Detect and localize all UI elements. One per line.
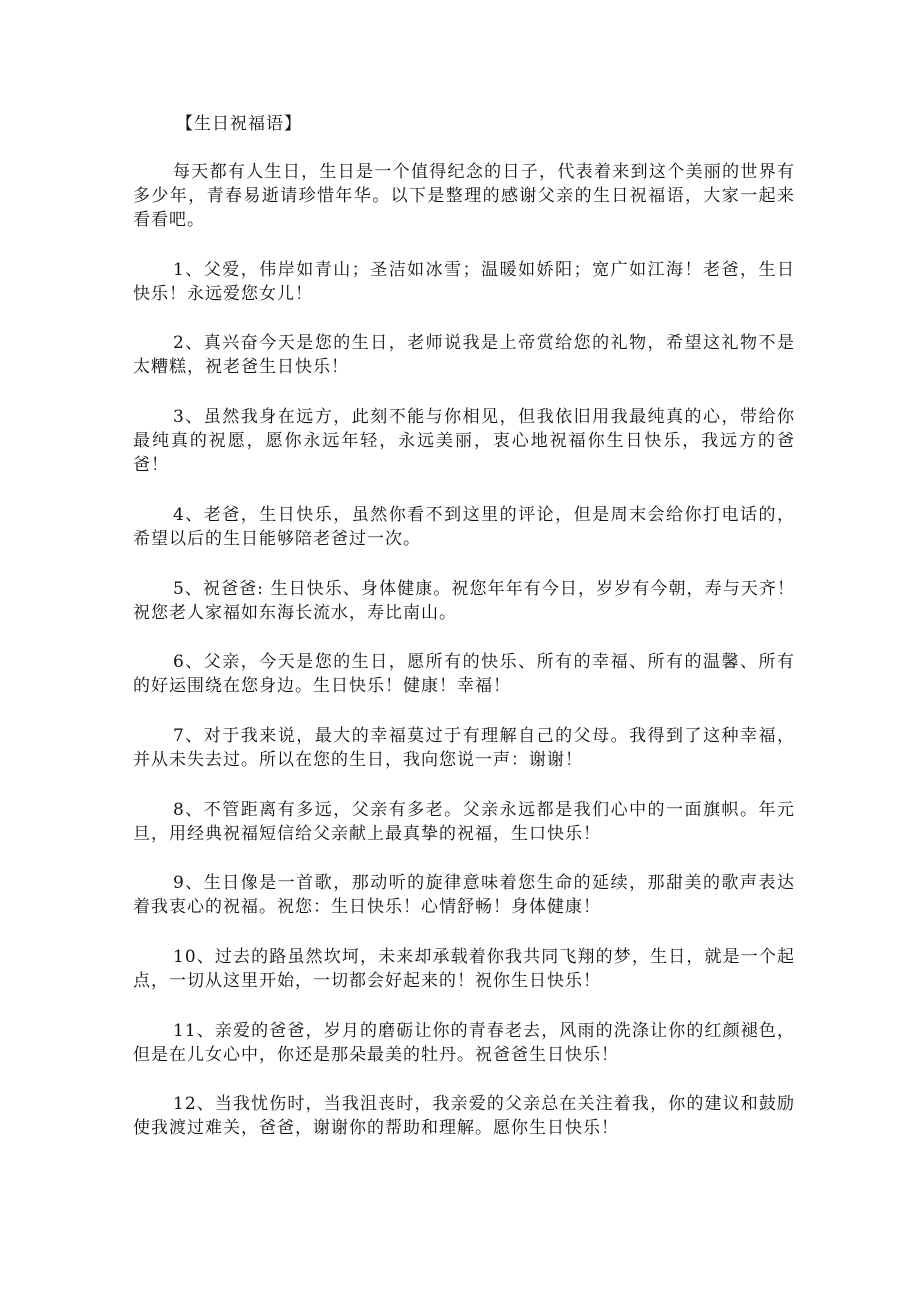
wish-item-3: 3、虽然我身在远方，此刻不能与你相见，但我依旧用我最纯真的心，带给你最纯真的祝愿，愿你永远年轻，永远美丽，衷心地祝福你生日快乐，我远方的爸爸！: [133, 407, 795, 475]
wish-item-4: 4、老爸，生日快乐，虽然你看不到这里的评论，但是周末会给你打电话的，希望以后的生日能够陪老爸过一次。: [133, 505, 795, 549]
wish-item-9: 9、生日像是一首歌，那动听的旋律意味着您生命的延续，那甜美的歌声表达着我衷心的祝福。祝您：生日快乐！心情舒畅！身体健康！: [133, 873, 795, 917]
wish-item-11: 11、亲爱的爸爸，岁月的磨砺让你的青春老去，风雨的洗涤让你的红颜褪色，但是在儿女心中，你还是那朵最美的牡丹。祝爸爸生日快乐！: [133, 1021, 795, 1065]
wish-item-10: 10、过去的路虽然坎坷，未来却承载着你我共同飞翔的梦，生日，就是一个起点，一切从这里开始，一切都会好起来的！祝你生日快乐！: [133, 947, 795, 991]
wish-item-5: 5、祝爸爸: 生日快乐、身体健康。祝您年年有今日，岁岁有今朝，寿与天齐！祝您老人家福如东海长流水，寿比南山。: [133, 579, 795, 623]
wish-item-12: 12、当我忧伤时，当我沮丧时，我亲爱的父亲总在关注着我，你的建议和鼓励使我渡过难关，爸爸，谢谢你的帮助和理解。愿你生日快乐！: [133, 1094, 795, 1138]
wish-item-7: 7、对于我来说，最大的幸福莫过于有理解自己的父母。我得到了这种幸福，并从未失去过。所以在您的生日，我向您说一声：谢谢！: [133, 726, 795, 770]
wish-item-8: 8、不管距离有多远，父亲有多老。父亲永远都是我们心中的一面旗帜。年元旦，用经典祝福短信给父亲献上最真挚的祝福，生口快乐！: [133, 800, 795, 844]
intro-paragraph: 每天都有人生日，生日是一个值得纪念的日子，代表着来到这个美丽的世界有多少年，青春易逝请珍惜年华。以下是整理的感谢父亲的生日祝福语，大家一起来看看吧。: [133, 162, 795, 230]
document-title: 【生日祝福语】: [176, 114, 302, 134]
wish-item-1: 1、父爱，伟岸如青山；圣洁如冰雪；温暖如娇阳；宽广如江海！老爸，生日快乐！永远爱您女儿！: [133, 260, 795, 304]
wish-item-6: 6、父亲，今天是您的生日，愿所有的快乐、所有的幸福、所有的温馨、所有的好运围绕在您身边。生日快乐！健康！幸福！: [133, 652, 795, 696]
wish-item-2: 2、真兴奋今天是您的生日，老师说我是上帝赏给您的礼物，希望这礼物不是太糟糕，祝老爸生日快乐！: [133, 333, 795, 377]
